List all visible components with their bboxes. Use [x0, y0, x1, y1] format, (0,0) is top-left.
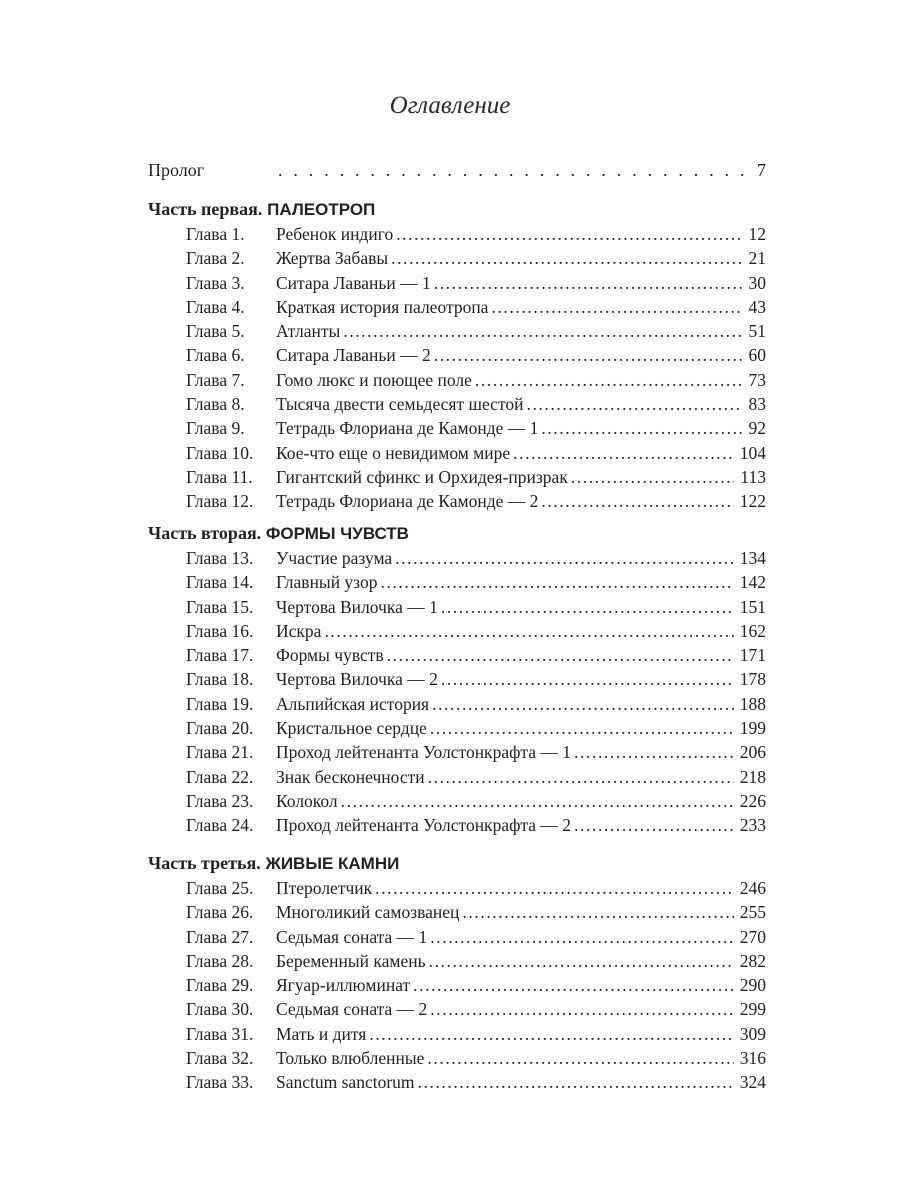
chapter-number: Глава 16.: [186, 620, 254, 641]
chapter-title: Чертова Вилочка — 2: [276, 669, 438, 690]
chapter-page-number: 246: [739, 878, 766, 898]
dot-leader: [388, 246, 742, 270]
dot-leader: [472, 368, 743, 392]
chapter-number: Глава 14.: [186, 572, 254, 593]
dot-leader: [459, 900, 733, 924]
chapter-title: Беременный камень: [276, 950, 426, 971]
dot-leader: [274, 158, 751, 182]
chapter-page-number: 83: [748, 394, 766, 415]
chapter-number: Глава 32.: [186, 1048, 254, 1069]
chapter-number: Глава 28.: [186, 950, 254, 971]
chapter-title: Краткая история палеотропа: [276, 296, 489, 317]
chapter-page-number: 218: [739, 766, 766, 787]
chapter-title: Седьмая соната — 1: [276, 926, 428, 947]
chapter-page-number: 162: [739, 620, 766, 641]
chapter-title: Тетрадь Флориана де Камонде — 2: [276, 491, 539, 512]
dot-leader: [429, 692, 734, 716]
dot-leader: [393, 222, 742, 246]
toc-entry[interactable]: [148, 246, 766, 270]
chapter-title: Проход лейтенанта Уолстонкрафта — 1: [276, 742, 572, 763]
chapter-number: Глава 15.: [186, 596, 254, 617]
toc-entry[interactable]: [148, 876, 766, 900]
chapter-number: Глава 12.: [186, 491, 254, 512]
toc-entry[interactable]: [148, 1046, 766, 1070]
dot-leader: [438, 667, 734, 691]
toc-entry[interactable]: [148, 716, 766, 740]
toc-entry[interactable]: [148, 925, 766, 949]
chapter-page-number: 324: [739, 1072, 766, 1093]
chapter-page-number: 113: [740, 466, 766, 487]
toc-part: [148, 197, 766, 514]
toc-entry[interactable]: [148, 595, 766, 619]
toc-entry[interactable]: [148, 546, 766, 570]
chapter-page-number: 21: [748, 248, 766, 269]
chapter-number: Глава 10.: [186, 442, 254, 463]
dot-leader: [426, 949, 734, 973]
part-name: ФОРМЫ ЧУВСТВ: [265, 524, 409, 543]
chapter-title: Гомо люкс и поющее поле: [276, 369, 472, 390]
chapter-title: Седьмая соната — 2: [276, 999, 428, 1020]
toc-entry[interactable]: [148, 465, 766, 489]
toc-entry[interactable]: [148, 997, 766, 1021]
toc-entry[interactable]: [148, 570, 766, 594]
chapter-title: Только влюбленные: [276, 1048, 425, 1069]
chapter-page-number: 43: [748, 296, 766, 317]
chapter-title: Мать и дитя: [276, 1023, 367, 1044]
toc-entry[interactable]: [148, 765, 766, 789]
part-prefix: Часть первая.: [148, 199, 263, 219]
chapter-page-number: 178: [739, 669, 766, 690]
chapter-page-number: 226: [739, 790, 766, 811]
chapter-title: Многоликий самозванец: [276, 902, 460, 923]
chapter-page-number: 270: [739, 926, 766, 947]
part-name: ЖИВЫЕ КАМНИ: [265, 854, 400, 873]
toc-entry[interactable]: [148, 271, 766, 295]
part-heading[interactable]: [148, 197, 766, 222]
dot-leader: [568, 465, 735, 489]
chapter-number: Глава 2.: [186, 248, 245, 269]
chapter-page-number: 134: [739, 548, 766, 568]
dot-leader: [427, 997, 733, 1021]
chapter-page-number: 206: [739, 742, 766, 763]
toc-entry[interactable]: [148, 789, 766, 813]
chapter-number: Глава 20.: [186, 718, 254, 739]
chapter-page-number: 122: [739, 491, 766, 512]
chapter-page-number: 12: [748, 224, 766, 244]
dot-leader: [571, 813, 734, 837]
chapter-title: Ситара Лаваньи — 2: [276, 345, 431, 366]
chapter-number: Глава 17.: [186, 645, 254, 666]
toc-entry[interactable]: [148, 740, 766, 764]
toc-entry[interactable]: [148, 1022, 766, 1046]
toc-part: [148, 851, 766, 1095]
chapter-title: Главный узор: [276, 572, 378, 593]
dot-leader: [488, 295, 742, 319]
chapter-title: Альпийская история: [276, 693, 430, 714]
dot-leader: [415, 1070, 734, 1094]
chapter-number: Глава 25.: [186, 878, 254, 898]
chapter-page-number: 104: [739, 442, 766, 463]
chapter-number: Глава 18.: [186, 669, 254, 690]
chapter-number: Глава 23.: [186, 790, 254, 811]
dot-leader: [524, 392, 743, 416]
chapter-title: Искра: [276, 620, 322, 641]
dot-leader: [366, 1022, 733, 1046]
toc-entry-prolog[interactable]: [148, 158, 766, 182]
chapter-number: Глава 8.: [186, 394, 245, 415]
toc-entry[interactable]: [148, 692, 766, 716]
dot-leader: [372, 876, 734, 900]
part-prefix: Часть вторая.: [148, 523, 262, 543]
chapter-number: Глава 7.: [186, 369, 245, 390]
chapter-page-number: 255: [739, 902, 766, 923]
toc-entry[interactable]: [148, 619, 766, 643]
toc-entry[interactable]: [148, 813, 766, 837]
chapter-page-number: 199: [739, 718, 766, 739]
chapter-number: Глава 13.: [186, 548, 254, 568]
chapter-title: Гигантский сфинкс и Орхидея-призрак: [276, 466, 568, 487]
toc-entry[interactable]: [148, 900, 766, 924]
chapter-page-number: 316: [739, 1048, 766, 1069]
part-prefix: Часть третья.: [148, 853, 261, 873]
chapter-title: Тетрадь Флориана де Камонде — 1: [276, 418, 539, 439]
chapter-page-number: 151: [739, 596, 766, 617]
toc-entry[interactable]: [148, 489, 766, 513]
chapter-number: Глава 29.: [186, 975, 254, 996]
toc-entry[interactable]: [148, 343, 766, 367]
dot-leader: [378, 570, 734, 594]
chapter-title: Знак бесконечности: [276, 766, 425, 787]
chapter-page-number: 73: [748, 369, 766, 390]
part-heading[interactable]: [148, 851, 766, 876]
dot-leader: [431, 271, 743, 295]
prolog-page-number: 7: [757, 160, 766, 180]
chapter-title: Жертва Забавы: [276, 248, 389, 269]
chapter-title: Проход лейтенанта Уолстонкрафта — 2: [276, 815, 572, 836]
toc-entry[interactable]: [148, 222, 766, 246]
chapter-number: Глава 24.: [186, 815, 254, 836]
chapter-page-number: 92: [748, 418, 766, 439]
chapter-number: Глава 19.: [186, 693, 254, 714]
dot-leader: [438, 595, 734, 619]
chapter-number: Глава 5.: [186, 321, 245, 342]
toc-entry[interactable]: [148, 1070, 766, 1094]
chapter-number: Глава 11.: [186, 466, 253, 487]
chapter-number: Глава 27.: [186, 926, 254, 947]
dot-leader: [410, 973, 734, 997]
chapter-title: Sanctum sanctorum: [276, 1072, 415, 1093]
dot-leader: [538, 416, 742, 440]
chapter-number: Глава 4.: [186, 296, 245, 317]
chapter-number: Глава 26.: [186, 902, 254, 923]
chapter-number: Глава 31.: [186, 1023, 254, 1044]
prolog-label: Пролог: [148, 160, 205, 180]
chapter-page-number: 282: [739, 950, 766, 971]
chapter-title: Формы чувств: [276, 645, 384, 666]
dot-leader: [571, 740, 734, 764]
dot-leader: [338, 789, 734, 813]
dot-leader: [321, 619, 733, 643]
dot-leader: [384, 643, 734, 667]
chapter-page-number: 30: [748, 272, 766, 293]
chapter-title: Кое-что еще о невидимом мире: [276, 442, 511, 463]
chapter-number: Глава 22.: [186, 766, 254, 787]
chapter-title: Птеролетчик: [276, 878, 373, 898]
page-title: Оглавление: [389, 92, 511, 119]
chapter-title: Колокол: [276, 790, 338, 811]
toc-entry[interactable]: [148, 368, 766, 392]
dot-leader: [427, 925, 733, 949]
chapter-number: Глава 3.: [186, 272, 245, 293]
toc-entry[interactable]: [148, 949, 766, 973]
chapter-page-number: 142: [739, 572, 766, 593]
chapter-title: Участие разума: [276, 548, 393, 568]
toc-entry[interactable]: [148, 973, 766, 997]
chapter-number: Глава 21.: [186, 742, 254, 763]
chapter-page-number: 188: [739, 693, 766, 714]
toc-entry[interactable]: [148, 392, 766, 416]
chapter-title: Ребенок индиго: [276, 224, 394, 244]
chapter-number: Глава 30.: [186, 999, 254, 1020]
toc-entry[interactable]: [148, 441, 766, 465]
toc-entry[interactable]: [148, 295, 766, 319]
chapter-number: Глава 1.: [186, 224, 245, 244]
dot-leader: [340, 319, 742, 343]
chapter-page-number: 51: [748, 321, 766, 342]
chapter-title: Атланты: [276, 321, 341, 342]
chapter-page-number: 233: [739, 815, 766, 836]
chapter-page-number: 290: [739, 975, 766, 996]
dot-leader: [425, 765, 734, 789]
chapter-title: Кристальное сердце: [276, 718, 427, 739]
dot-leader: [427, 716, 734, 740]
chapter-page-number: 299: [739, 999, 766, 1020]
part-heading[interactable]: [148, 521, 766, 546]
dot-leader: [424, 1046, 733, 1070]
chapter-number: Глава 6.: [186, 345, 245, 366]
dot-leader: [392, 546, 734, 570]
toc-entry[interactable]: [148, 643, 766, 667]
toc-part: [148, 521, 766, 838]
toc-entry[interactable]: [148, 319, 766, 343]
chapter-page-number: 60: [748, 345, 766, 366]
chapter-title: Ягуар-иллюминат: [276, 975, 411, 996]
toc-entry[interactable]: [148, 667, 766, 691]
chapter-page-number: 309: [739, 1023, 766, 1044]
toc-entry[interactable]: [148, 416, 766, 440]
chapter-title: Чертова Вилочка — 1: [276, 596, 438, 617]
chapter-page-number: 171: [739, 645, 766, 666]
chapter-number: Глава 33.: [186, 1072, 254, 1093]
chapter-title: Тысяча двести семьдесят шестой: [276, 394, 524, 415]
chapter-number: Глава 9.: [186, 418, 245, 439]
chapter-title: Ситара Лаваньи — 1: [276, 272, 431, 293]
dot-leader: [431, 343, 743, 367]
dot-leader: [510, 441, 734, 465]
part-name: ПАЛЕОТРОП: [267, 200, 376, 219]
dot-leader: [538, 489, 733, 513]
